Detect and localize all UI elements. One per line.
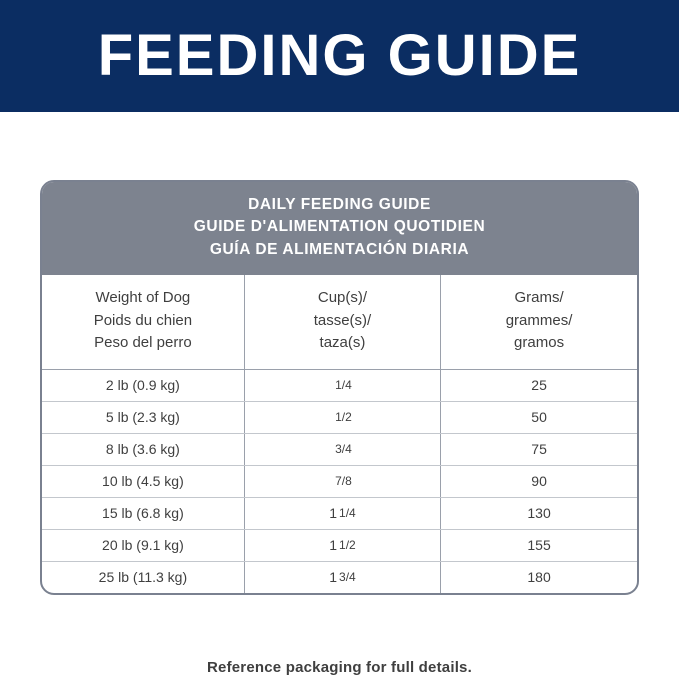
cups-whole: 1 <box>329 568 337 585</box>
table-row <box>42 401 637 433</box>
table-title-es: GUÍA DE ALIMENTACIÓN DIARIA <box>209 240 470 258</box>
column-header-weight-en: Weight of Dog <box>95 289 191 307</box>
column-header-grams-es: gramos <box>514 334 565 352</box>
cups-numerator: 1 <box>335 409 342 424</box>
cell-grams: 90 <box>441 465 637 497</box>
table-row <box>42 465 637 497</box>
column-header-cups-fr: tasse(s)/ <box>313 311 372 329</box>
cell-grams: 25 <box>441 369 637 401</box>
cell-weight: 5 lb (2.3 kg) <box>42 401 244 433</box>
table-title-en: DAILY FEEDING GUIDE <box>248 196 431 213</box>
cups-slash: / <box>341 377 346 392</box>
cell-grams: 180 <box>527 568 551 585</box>
cell-weight: 10 lb (4.5 kg) <box>42 465 244 497</box>
cups-denominator: 4 <box>345 377 352 392</box>
column-header-grams <box>441 275 637 369</box>
cups-denominator: 8 <box>345 473 352 488</box>
column-header-cups-es: taza(s) <box>319 334 366 352</box>
cups-numerator: 3 <box>335 441 342 456</box>
cell-grams: 155 <box>441 529 637 561</box>
table-header-row <box>42 275 637 369</box>
cups-numerator: 7 <box>335 473 342 488</box>
cups-slash: / <box>345 537 350 552</box>
cups-slash: / <box>341 409 346 424</box>
column-header-weight <box>42 275 244 369</box>
column-header-weight-es: Peso del perro <box>94 334 192 352</box>
column-header-grams-fr: grammes/ <box>505 311 573 329</box>
table-row <box>42 561 637 593</box>
table-row <box>42 497 637 529</box>
feeding-data-table <box>42 275 637 593</box>
cell-cups <box>244 433 440 465</box>
cups-denominator: 2 <box>349 537 356 552</box>
page-content <box>0 180 679 676</box>
cell-cups <box>244 465 440 497</box>
page-title: FEEDING GUIDE <box>97 23 582 88</box>
cell-grams: 50 <box>441 401 637 433</box>
cell-cups <box>244 529 440 561</box>
cell-cups <box>244 369 440 401</box>
cell-weight: 2 lb (0.9 kg) <box>42 369 244 401</box>
cell-grams: 130 <box>441 497 637 529</box>
cell-weight: 20 lb (9.1 kg) <box>42 529 244 561</box>
page-header-band <box>0 0 679 112</box>
feeding-guide-table <box>40 180 639 595</box>
cell-cups <box>244 497 440 529</box>
table-body <box>42 369 637 593</box>
cups-whole: 1 <box>329 536 337 553</box>
cups-denominator: 2 <box>345 409 352 424</box>
cups-denominator: 4 <box>345 441 352 456</box>
column-header-weight-fr: Poids du chien <box>93 311 193 329</box>
cell-weight: 15 lb (6.8 kg) <box>42 497 244 529</box>
cups-whole: 1 <box>329 504 337 521</box>
cups-numerator: 3 <box>339 569 346 584</box>
cups-numerator: 1 <box>339 537 346 552</box>
cell-cups <box>244 561 440 593</box>
cell-cups <box>244 401 440 433</box>
column-header-cups-en: Cup(s)/ <box>317 289 368 307</box>
table-row <box>42 529 637 561</box>
cell-weight: 25 lb (11.3 kg) <box>42 561 244 593</box>
table-title-fr: GUIDE D'ALIMENTATION QUOTIDIEN <box>193 218 486 236</box>
column-header-grams-en: Grams/ <box>514 289 564 307</box>
table-row <box>42 433 637 465</box>
footnote-text: Reference packaging for full details. <box>207 658 472 676</box>
table-title-block <box>42 182 637 275</box>
cups-slash: / <box>345 505 350 520</box>
column-header-cups <box>244 275 440 369</box>
cups-slash: / <box>345 569 350 584</box>
cell-weight: 8 lb (3.6 kg) <box>42 433 244 465</box>
cups-slash: / <box>341 473 346 488</box>
table-row <box>42 369 637 401</box>
cups-denominator: 4 <box>349 569 356 584</box>
cups-numerator: 1 <box>339 505 346 520</box>
cups-denominator: 4 <box>349 505 356 520</box>
cups-numerator: 1 <box>335 377 342 392</box>
cups-slash: / <box>341 441 346 456</box>
cell-grams: 75 <box>441 433 637 465</box>
